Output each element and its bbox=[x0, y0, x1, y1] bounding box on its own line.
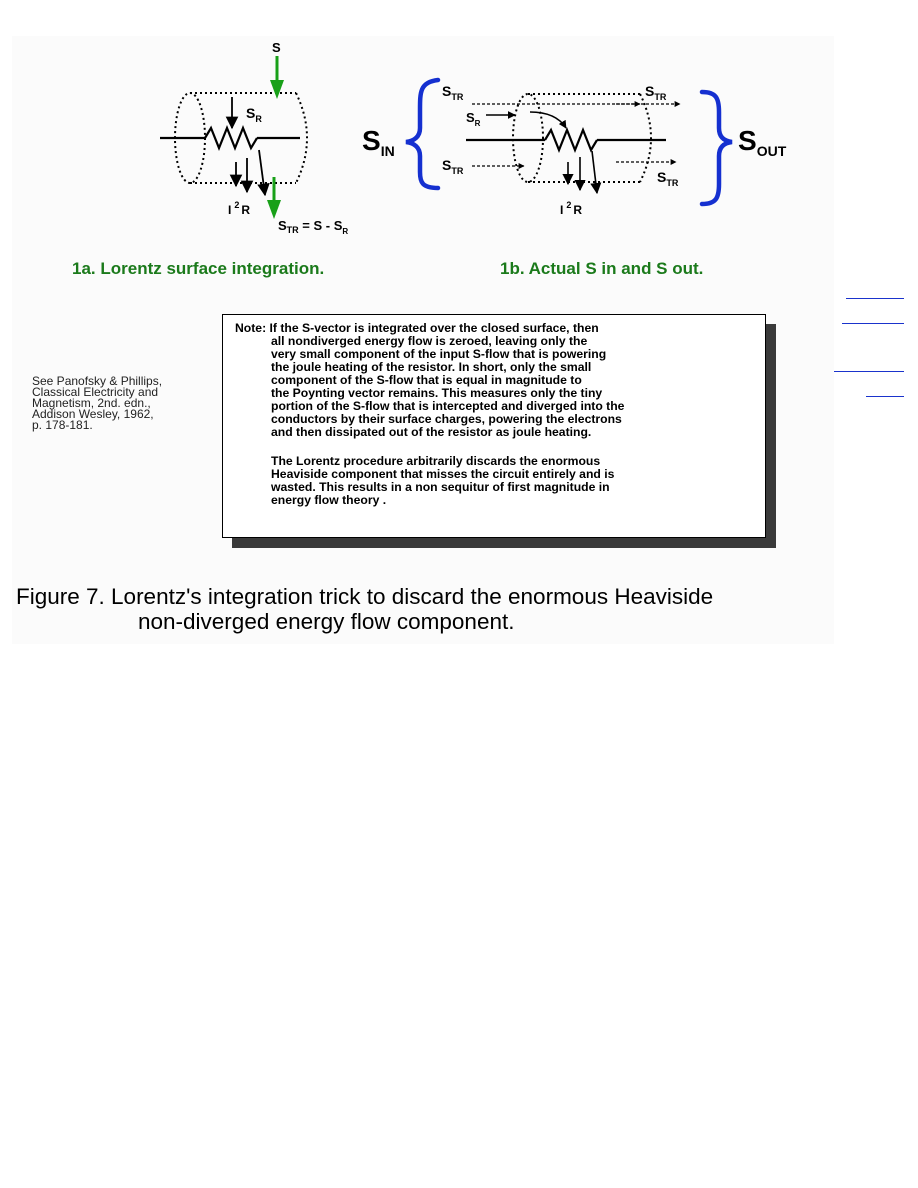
circuit-diagram bbox=[0, 0, 918, 300]
resistor-b bbox=[466, 130, 666, 150]
note-line: conductors by their surface charges, powering the electrons bbox=[271, 412, 622, 426]
note-line: very small component of the input S-flow that is powering bbox=[271, 347, 607, 361]
diagram-1a bbox=[160, 40, 348, 236]
s-out-label: $S_{OUT}$ bbox=[738, 125, 787, 159]
figure-caption bbox=[16, 584, 713, 634]
sr-label-a: $S_R$ bbox=[246, 105, 262, 124]
str-label-top-right: $S_{TR}$ bbox=[645, 83, 667, 102]
note-line: all nondiverged energy flow is zeroed, leaving only the bbox=[271, 334, 588, 348]
str-label-bottom-left: $S_{TR}$ bbox=[442, 157, 464, 176]
link-fragment[interactable] bbox=[842, 323, 904, 324]
sr-label-b: $S_R$ bbox=[466, 110, 481, 128]
caption-1b: 1b. Actual S in and S out. bbox=[500, 259, 704, 278]
input-brace bbox=[406, 80, 438, 188]
reference-line: Classical Electricity and bbox=[32, 385, 159, 399]
note-line: the joule heating of the resistor. In short, only the small bbox=[271, 360, 592, 374]
note-line: Note: If the S-vector is integrated over the closed surface, then bbox=[235, 321, 599, 335]
note-line: and then dissipated out of the resistor as joule heating. bbox=[271, 425, 592, 439]
note-box bbox=[222, 314, 766, 538]
note-line: energy flow theory . bbox=[271, 493, 387, 507]
i2r-label-b: I $^2$ R bbox=[560, 200, 583, 217]
diagram-1b bbox=[362, 80, 787, 217]
caption-1a: 1a. Lorentz surface integration. bbox=[72, 259, 325, 278]
reference-line: p. 178-181. bbox=[32, 418, 93, 432]
reference-note bbox=[32, 376, 222, 431]
s-input-label-a: S bbox=[272, 40, 281, 55]
figure-caption-line-1: Figure 7. Lorentz's integration trick to discard the enormous Heaviside bbox=[16, 584, 714, 609]
str-equation-a: $S_{TR} = S - S_R$ bbox=[278, 218, 349, 236]
note-line: wasted. This results in a non sequitur of first magnitude in bbox=[271, 480, 610, 494]
link-fragment[interactable] bbox=[846, 298, 904, 299]
reference-line: See Panofsky & Phillips, bbox=[32, 374, 163, 388]
link-fragment[interactable] bbox=[834, 371, 904, 372]
link-fragment[interactable] bbox=[866, 396, 904, 397]
note-line: portion of the S-flow that is intercepted and diverged into the bbox=[271, 399, 625, 413]
energy-arrows-b bbox=[486, 112, 597, 193]
i2r-label-a: I $^2$ R bbox=[228, 200, 251, 217]
dashed-flow-arrows-b bbox=[472, 104, 680, 166]
cylinder-surface-b bbox=[513, 94, 651, 182]
output-brace bbox=[702, 92, 732, 204]
s-in-label: $S_{IN}$ bbox=[362, 125, 395, 159]
note-line: The Lorentz procedure arbitrarily discards the enormous bbox=[271, 454, 601, 468]
figure-caption-line-2: non-diverged energy flow component. bbox=[138, 609, 515, 634]
resistor-a bbox=[160, 128, 300, 148]
str-label-top-left: $S_{TR}$ bbox=[442, 83, 464, 102]
reference-line: Magnetism, 2nd. edn., bbox=[32, 396, 151, 410]
note-line: Heaviside component that misses the circuit entirely and is bbox=[271, 467, 615, 481]
str-label-bottom-right: $S_{TR}$ bbox=[657, 169, 679, 188]
note-line: component of the S-flow that is equal in magnitude to bbox=[271, 373, 582, 387]
reference-line: Addison Wesley, 1962, bbox=[32, 407, 154, 421]
note-line: the Poynting vector remains. This measures only the tiny bbox=[271, 386, 603, 400]
